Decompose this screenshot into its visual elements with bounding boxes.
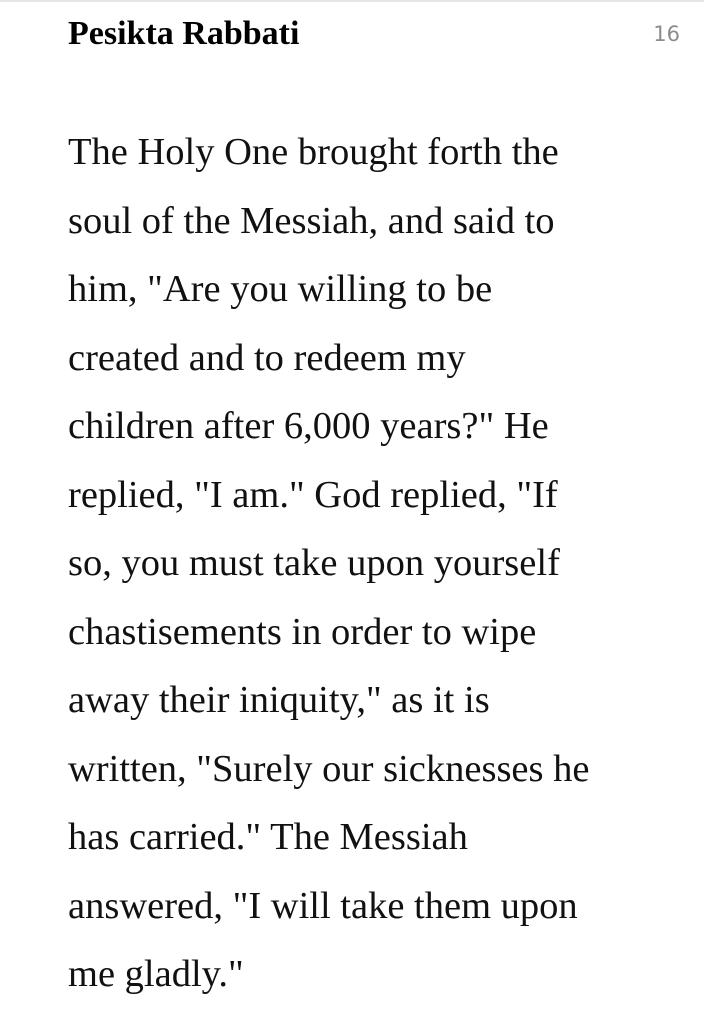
passage-line: answered, "I will take them upon: [68, 884, 578, 927]
page-number: 16: [653, 22, 680, 46]
passage-line: me gladly.": [68, 953, 244, 995]
page-header: [0, 0, 704, 70]
passage-text: [68, 118, 668, 1009]
passage-line: away their iniquity," as it is: [68, 679, 490, 721]
passage-line: written, "Surely our sicknesses he: [68, 747, 590, 790]
passage-line: has carried." The Messiah: [68, 816, 468, 858]
passage-line: chastisements in order to wipe: [68, 610, 537, 653]
passage-line: soul of the Messiah, and said to: [68, 199, 555, 242]
passage-line: him, "Are you willing to be: [68, 268, 493, 310]
passage-line: The Holy One brought forth the: [68, 131, 559, 173]
book-title: Pesikta Rabbati: [68, 15, 300, 52]
passage-line: replied, "I am." God replied, "If: [68, 473, 558, 516]
passage-line: so, you must take upon yourself: [68, 542, 560, 584]
passage-line: children after 6,000 years?" He: [68, 405, 549, 447]
passage-line: created and to redeem my: [68, 336, 466, 379]
